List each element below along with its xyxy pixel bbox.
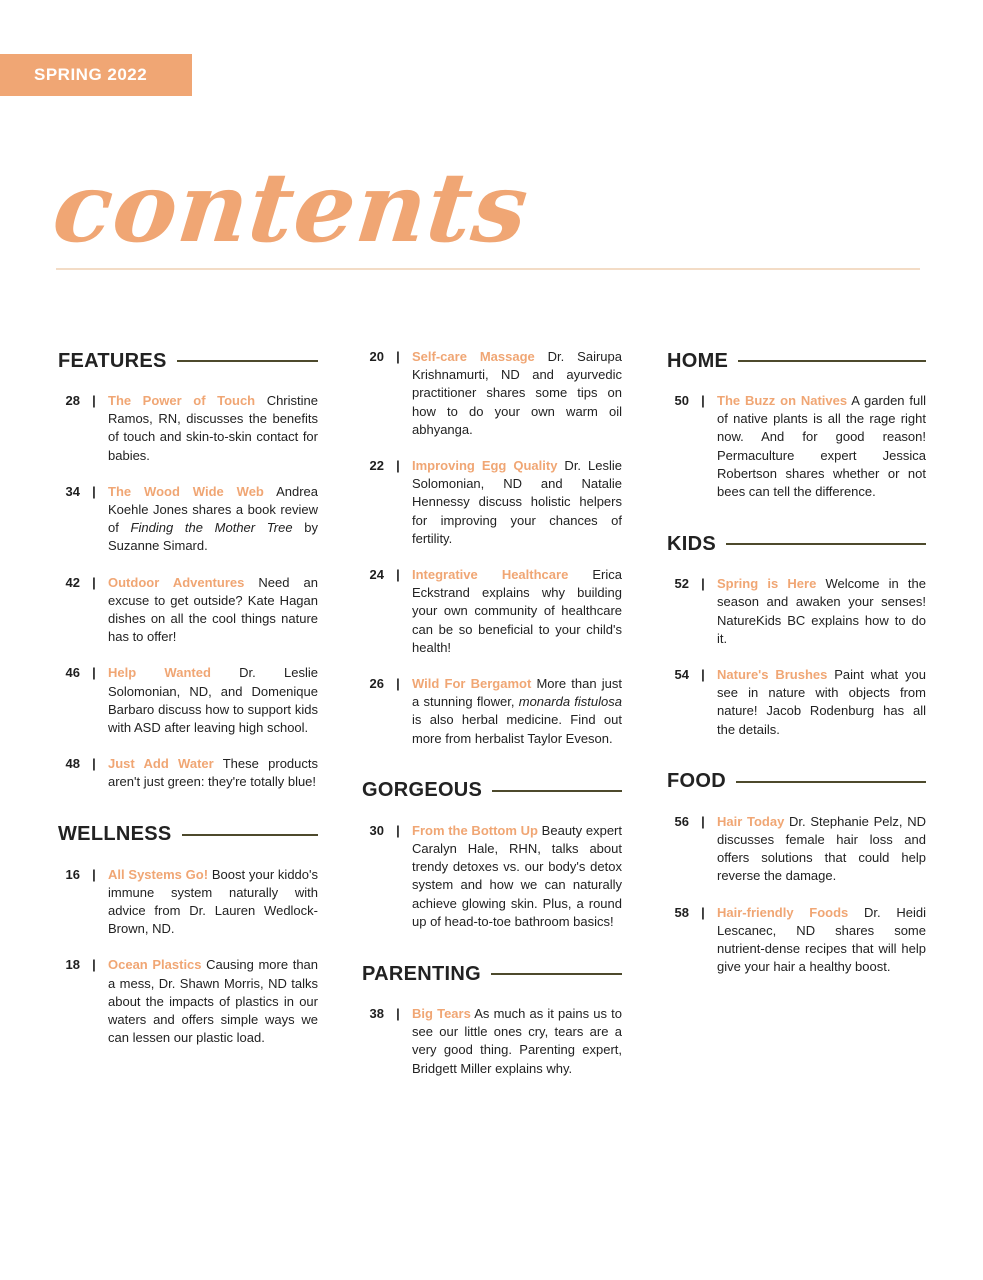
page-number: 20 xyxy=(369,349,384,364)
separator-bar: | xyxy=(92,574,96,590)
italic-title: Finding the Mother Tree xyxy=(130,520,293,536)
article-description: Boost your kiddo's immune system naturally with advice from Dr. Lauren Wedlock-Brown, ND. xyxy=(108,866,318,937)
page-number: 56 xyxy=(674,813,689,829)
entry-text xyxy=(108,956,318,1047)
entry-text xyxy=(717,575,926,648)
article-headline[interactable]: Ocean Plastics xyxy=(108,957,202,973)
article-description: Paint what you see in nature with objects from nature! Jacob Rodenburg has all the details. xyxy=(717,667,926,737)
italic-title: monarda fistulosa xyxy=(518,694,622,710)
section-title: FOOD xyxy=(667,770,726,793)
article-description: Beauty expert Caralyn Hale, RHN, talks about trendy detoxes vs. our body's detox system and how we can naturally achieve glowing skin. Plus, a round up of head-to-toe bathroom basics! xyxy=(412,822,623,929)
section xyxy=(362,961,622,1078)
page-number: 58 xyxy=(674,904,689,920)
toc-entry[interactable] xyxy=(58,574,318,647)
article-headline[interactable]: Big Tears xyxy=(412,1006,471,1022)
article-description-cont: is also herbal medicine. Find out more from herbalist Taylor Eveson. xyxy=(412,712,622,746)
toc-entry[interactable] xyxy=(667,575,926,648)
section xyxy=(58,348,318,792)
entry-text xyxy=(108,755,318,791)
page-number: 18 xyxy=(65,957,80,973)
toc-entry[interactable] xyxy=(58,755,318,791)
article-description: Causing more than a mess, Dr. Shawn Morris, ND talks about the impacts of plastics in our waters and offers simple ways we can lessen our plastic load. xyxy=(108,957,319,1046)
section xyxy=(667,531,926,739)
section xyxy=(667,769,926,977)
article-headline[interactable]: Help Wanted xyxy=(108,665,211,681)
article-headline[interactable]: The Power of Touch xyxy=(108,393,256,408)
article-description: As much as it pains us to see our little ones cry, tears are a very good thing. Parenting expert, Bridgett Miller explains why. xyxy=(412,1006,623,1076)
section xyxy=(362,348,622,748)
entry-text xyxy=(108,866,318,939)
toc-entry[interactable] xyxy=(667,904,926,977)
page-number: 22 xyxy=(369,458,384,474)
toc-entry[interactable] xyxy=(58,956,318,1047)
toc-entry[interactable] xyxy=(362,1005,622,1078)
separator-bar: | xyxy=(396,822,400,838)
page-number: 34 xyxy=(65,483,80,499)
entry-text xyxy=(717,666,926,739)
article-headline[interactable]: Integrative Healthcare xyxy=(412,567,569,583)
article-description: Need an excuse to get outside? Kate Hagan dishes on all the cool things nature has to offer! xyxy=(108,574,318,645)
article-headline[interactable]: Hair-friendly Foods xyxy=(717,904,849,920)
separator-bar: | xyxy=(396,458,400,474)
article-description: Dr. Sairupa Krishnamurti, ND and ayurvedic practitioner shares some tips on how to do your own warm oil abhyanga. xyxy=(412,349,622,437)
section xyxy=(58,822,318,1048)
separator-bar: | xyxy=(92,756,96,772)
toc-entry[interactable] xyxy=(58,392,318,465)
page-number: 16 xyxy=(65,866,80,882)
page-number: 54 xyxy=(674,667,689,683)
section-rule xyxy=(492,790,622,792)
toc-entry[interactable] xyxy=(58,664,318,737)
entry-text xyxy=(717,813,926,886)
section-header xyxy=(58,822,318,848)
toc-entry[interactable] xyxy=(58,866,318,939)
toc-entry[interactable] xyxy=(362,566,622,657)
article-headline[interactable]: Spring is Here xyxy=(717,576,817,592)
article-headline[interactable]: All Systems Go! xyxy=(108,866,209,882)
article-description: Dr. Leslie Solomonian, ND and Natalie Hennessy discuss holistic helpers for improving your chances of fertility. xyxy=(412,458,622,546)
separator-bar: | xyxy=(701,904,705,920)
section-rule xyxy=(491,973,622,975)
entry-text xyxy=(412,1005,622,1078)
article-headline[interactable]: Improving Egg Quality xyxy=(412,458,558,474)
page-number: 26 xyxy=(369,676,384,692)
separator-bar: | xyxy=(701,667,705,683)
section-title: KIDS xyxy=(667,532,716,555)
section xyxy=(362,778,622,931)
entry-text xyxy=(108,392,318,465)
section xyxy=(667,348,926,501)
article-description: Dr. Heidi Lescanec, ND shares some nutrient-dense recipes that will help give your hair a healthy boost. xyxy=(717,904,926,975)
article-description: Dr. Leslie Solomonian, ND, and Domenique Barbaro discuss how to support kids with ASD after leaving high school. xyxy=(108,665,318,736)
article-headline[interactable]: Just Add Water xyxy=(108,756,214,772)
article-headline[interactable]: Nature's Brushes xyxy=(717,667,828,683)
issue-label: SPRING 2022 xyxy=(0,54,192,96)
page-number: 24 xyxy=(369,567,384,583)
page-number: 46 xyxy=(65,665,80,681)
separator-bar: | xyxy=(396,1006,400,1022)
page-number: 42 xyxy=(65,574,80,590)
page-number: 28 xyxy=(65,393,80,408)
separator-bar: | xyxy=(92,393,96,408)
toc-entry[interactable] xyxy=(667,666,926,739)
article-headline[interactable]: Self-care Massage xyxy=(412,349,535,364)
entry-text xyxy=(412,675,622,748)
article-headline[interactable]: The Wood Wide Web xyxy=(108,483,264,499)
column-1 xyxy=(58,348,318,1065)
article-description: Andrea Koehle Jones shares a book review of xyxy=(108,483,318,536)
section-rule xyxy=(726,543,926,545)
section-rule xyxy=(177,360,318,362)
entry-text xyxy=(108,574,318,647)
article-headline[interactable]: From the Bottom Up xyxy=(412,822,538,838)
separator-bar: | xyxy=(92,665,96,681)
separator-bar: | xyxy=(396,349,400,364)
article-description: Dr. Stephanie Pelz, ND discusses female hair loss and offers solutions that could help reverse the damage. xyxy=(717,813,927,884)
section-title: GORGEOUS xyxy=(362,779,483,802)
toc-entry[interactable] xyxy=(667,813,926,886)
column-2 xyxy=(362,348,622,1096)
page-number: 48 xyxy=(65,756,80,772)
entry-text xyxy=(412,348,622,439)
section-header xyxy=(667,348,926,374)
section-rule xyxy=(182,834,318,836)
article-description-cont: by Suzanne Simard. xyxy=(108,520,318,554)
entry-text xyxy=(412,822,622,931)
page-title: contents xyxy=(48,151,534,264)
toc-entry[interactable] xyxy=(667,392,926,501)
separator-bar: | xyxy=(701,813,705,829)
page-number: 38 xyxy=(369,1006,384,1022)
entry-text xyxy=(412,457,622,548)
article-headline[interactable]: Hair Today xyxy=(717,813,785,829)
entry-text xyxy=(717,904,926,977)
section-title: WELLNESS xyxy=(58,823,172,846)
separator-bar: | xyxy=(396,567,400,583)
toc-entry[interactable] xyxy=(58,483,318,556)
entry-text xyxy=(108,664,318,737)
toc-entry[interactable] xyxy=(362,822,622,931)
separator-bar: | xyxy=(92,483,96,499)
entry-text xyxy=(108,483,318,556)
separator-bar: | xyxy=(92,957,96,973)
separator-bar: | xyxy=(701,576,705,592)
article-headline[interactable]: Wild For Bergamot xyxy=(412,676,532,692)
article-description: These products aren't just green: they're totally blue! xyxy=(108,756,318,790)
section-rule xyxy=(736,781,926,783)
section-rule xyxy=(738,360,926,362)
article-description: Erica Eckstrand explains why building your own community of healthcare can be so beneficial to your child's health! xyxy=(412,567,622,655)
article-headline[interactable]: Outdoor Adventures xyxy=(108,574,245,590)
toc-entry[interactable] xyxy=(362,457,622,548)
section-header xyxy=(58,348,318,374)
section-header xyxy=(667,769,926,795)
page-number: 50 xyxy=(674,393,689,408)
section-title: FEATURES xyxy=(58,349,167,372)
section-header xyxy=(362,961,622,987)
title-divider xyxy=(56,268,920,270)
entry-text xyxy=(412,566,622,657)
toc-entry[interactable] xyxy=(362,348,622,439)
separator-bar: | xyxy=(92,866,96,882)
section-header xyxy=(667,531,926,557)
page-number: 52 xyxy=(674,576,689,592)
separator-bar: | xyxy=(396,676,400,692)
entry-text xyxy=(717,392,926,501)
toc-entry[interactable] xyxy=(362,675,622,748)
page-number: 30 xyxy=(369,822,384,838)
column-3 xyxy=(667,348,926,994)
separator-bar: | xyxy=(701,393,705,408)
section-title: PARENTING xyxy=(362,962,481,985)
article-description: More than just a stunning flower, xyxy=(412,676,622,710)
article-description: Welcome in the season and awaken your senses! NatureKids BC explains how to do it. xyxy=(717,576,926,646)
article-description: A garden full of native plants is all the rage right now. And for good reason! Permaculture expert Jessica Robertson shares whether or not bees can tell the difference. xyxy=(717,393,926,500)
article-description: Christine Ramos, RN, discusses the benefits of touch and skin-to-skin contact for babies. xyxy=(108,393,318,463)
section-title: HOME xyxy=(667,349,729,372)
section-header xyxy=(362,778,622,804)
article-headline[interactable]: The Buzz on Natives xyxy=(717,393,848,408)
